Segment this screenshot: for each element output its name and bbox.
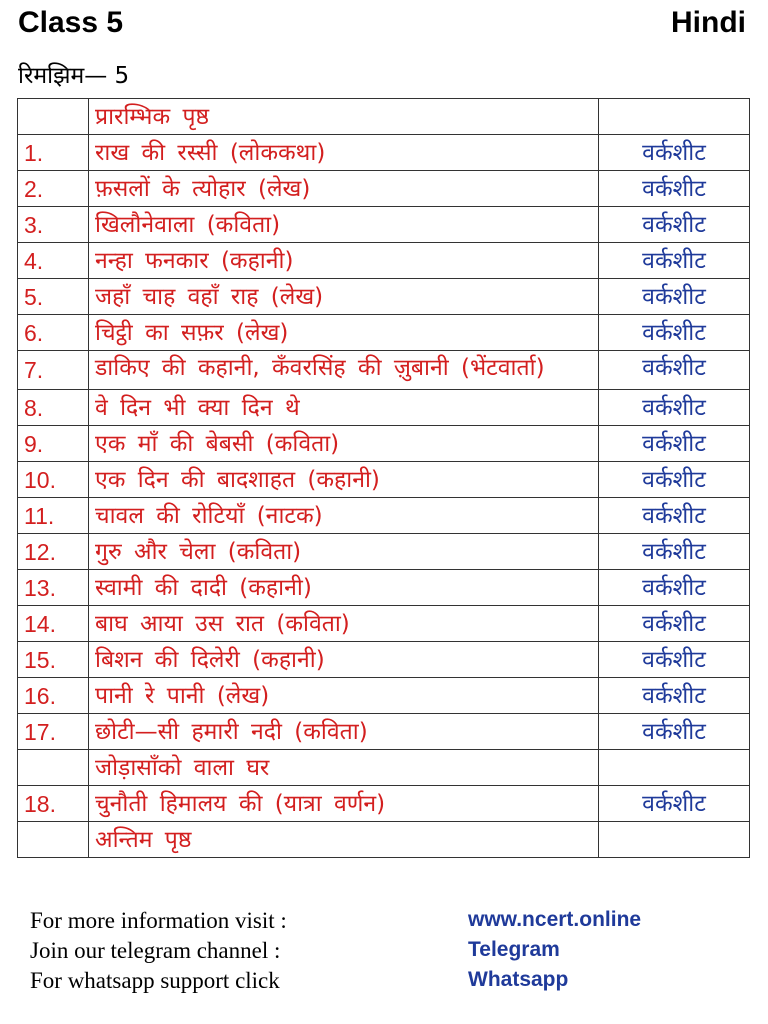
telegram-label: Join our telegram channel : xyxy=(30,938,281,963)
class-label: Class 5 xyxy=(18,6,124,39)
chapter-number: 8. xyxy=(18,390,89,426)
footer-telegram-row xyxy=(30,936,730,966)
worksheet-link[interactable]: वर्कशीट xyxy=(599,786,750,822)
worksheet-link[interactable]: वर्कशीट xyxy=(599,390,750,426)
table-row xyxy=(18,207,750,243)
worksheet-link[interactable]: वर्कशीट xyxy=(599,171,750,207)
chapter-number: 16. xyxy=(18,678,89,714)
table-row xyxy=(18,279,750,315)
worksheet-link[interactable]: वर्कशीट xyxy=(599,207,750,243)
chapter-number: 3. xyxy=(18,207,89,243)
chapter-number: 12. xyxy=(18,534,89,570)
subject-label: Hindi xyxy=(671,6,746,39)
worksheet-link[interactable]: वर्कशीट xyxy=(599,243,750,279)
chapter-number xyxy=(18,99,89,135)
chapter-title: स्वामी की दादी (कहानी) xyxy=(89,570,599,606)
table-row xyxy=(18,822,750,858)
chapter-title: एक माँ की बेबसी (कविता) xyxy=(89,426,599,462)
table-row xyxy=(18,243,750,279)
chapter-number: 13. xyxy=(18,570,89,606)
whatsapp-link[interactable]: Whatsapp xyxy=(468,968,569,991)
chapter-title: पानी रे पानी (लेख) xyxy=(89,678,599,714)
worksheet-link[interactable]: वर्कशीट xyxy=(599,426,750,462)
table-row xyxy=(18,462,750,498)
worksheet-cell xyxy=(599,822,750,858)
table-row xyxy=(18,642,750,678)
chapter-title: एक दिन की बादशाहत (कहानी) xyxy=(89,462,599,498)
chapter-number: 14. xyxy=(18,606,89,642)
footer xyxy=(30,906,730,996)
chapter-title: बिशन की दिलेरी (कहानी) xyxy=(89,642,599,678)
info-label: For more information visit : xyxy=(30,908,287,933)
contents-table xyxy=(17,98,750,858)
chapter-number: 1. xyxy=(18,135,89,171)
chapter-title: छोटी—सी हमारी नदी (कविता) xyxy=(89,714,599,750)
table-row xyxy=(18,426,750,462)
footer-whatsapp-row xyxy=(30,966,730,996)
worksheet-link[interactable]: वर्कशीट xyxy=(599,534,750,570)
chapter-title: राख की रस्सी (लोककथा) xyxy=(89,135,599,171)
chapter-title: गुरु और चेला (कविता) xyxy=(89,534,599,570)
footer-info-row xyxy=(30,906,730,936)
table-row xyxy=(18,678,750,714)
chapter-title: चिट्ठी का सफ़र (लेख) xyxy=(89,315,599,351)
chapter-number: 10. xyxy=(18,462,89,498)
table-row xyxy=(18,714,750,750)
chapter-number: 18. xyxy=(18,786,89,822)
worksheet-link[interactable]: वर्कशीट xyxy=(599,135,750,171)
worksheet-link[interactable]: वर्कशीट xyxy=(599,642,750,678)
worksheet-link[interactable]: वर्कशीट xyxy=(599,351,750,390)
chapter-title: वे दिन भी क्या दिन थे xyxy=(89,390,599,426)
worksheet-link[interactable]: वर्कशीट xyxy=(599,279,750,315)
chapter-number: 2. xyxy=(18,171,89,207)
table-row xyxy=(18,135,750,171)
book-title: रिमझिम— 5 xyxy=(18,63,130,89)
chapter-title: जोड़ासाँको वाला घर xyxy=(89,750,599,786)
table-row xyxy=(18,351,750,390)
chapter-number: 6. xyxy=(18,315,89,351)
chapter-number: 5. xyxy=(18,279,89,315)
table-row xyxy=(18,570,750,606)
worksheet-link[interactable]: वर्कशीट xyxy=(599,462,750,498)
chapter-title: खिलौनेवाला (कविता) xyxy=(89,207,599,243)
website-link[interactable]: www.ncert.online xyxy=(468,908,642,931)
table-row xyxy=(18,498,750,534)
chapter-number: 11. xyxy=(18,498,89,534)
table-row xyxy=(18,171,750,207)
page-header xyxy=(18,6,746,46)
chapter-title: प्रारम्भिक पृष्ठ xyxy=(89,99,599,135)
chapter-number xyxy=(18,822,89,858)
chapter-title: नन्हा फनकार (कहानी) xyxy=(89,243,599,279)
chapter-number: 17. xyxy=(18,714,89,750)
chapter-title: अन्तिम पृष्ठ xyxy=(89,822,599,858)
chapter-title: चुनौती हिमालय की (यात्रा वर्णन) xyxy=(89,786,599,822)
worksheet-link[interactable]: वर्कशीट xyxy=(599,606,750,642)
table-row xyxy=(18,315,750,351)
worksheet-link[interactable]: वर्कशीट xyxy=(599,498,750,534)
chapter-title: डाकिए की कहानी, कँवरसिंह की ज़ुबानी (भेंटवार्ता) xyxy=(89,351,599,390)
worksheet-link[interactable]: वर्कशीट xyxy=(599,315,750,351)
worksheet-cell xyxy=(599,99,750,135)
chapter-title: फ़सलों के त्योहार (लेख) xyxy=(89,171,599,207)
table-row xyxy=(18,534,750,570)
worksheet-link[interactable]: वर्कशीट xyxy=(599,678,750,714)
worksheet-link[interactable]: वर्कशीट xyxy=(599,714,750,750)
chapter-number: 9. xyxy=(18,426,89,462)
chapter-title: बाघ आया उस रात (कविता) xyxy=(89,606,599,642)
telegram-link[interactable]: Telegram xyxy=(468,938,560,961)
chapter-title: जहाँ चाह वहाँ राह (लेख) xyxy=(89,279,599,315)
table-row xyxy=(18,390,750,426)
chapter-number: 4. xyxy=(18,243,89,279)
worksheet-cell xyxy=(599,750,750,786)
chapter-number: 7. xyxy=(18,351,89,390)
chapter-number: 15. xyxy=(18,642,89,678)
table-row xyxy=(18,750,750,786)
chapter-title: चावल की रोटियाँ (नाटक) xyxy=(89,498,599,534)
table-row xyxy=(18,99,750,135)
table-row xyxy=(18,786,750,822)
worksheet-link[interactable]: वर्कशीट xyxy=(599,570,750,606)
chapter-number xyxy=(18,750,89,786)
table-row xyxy=(18,606,750,642)
whatsapp-label: For whatsapp support click xyxy=(30,968,280,993)
